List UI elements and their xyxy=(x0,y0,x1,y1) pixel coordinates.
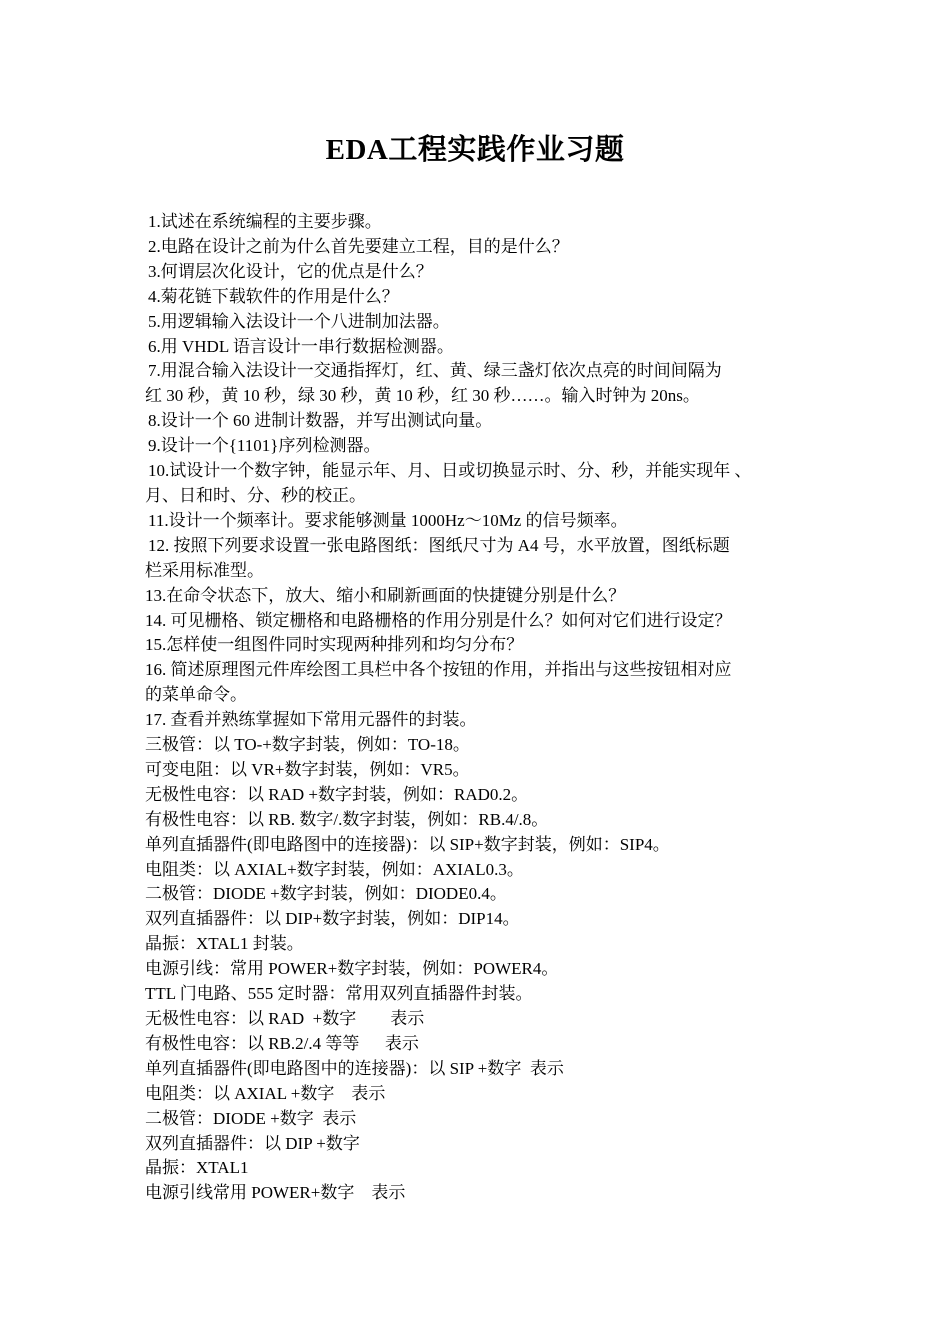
package-polar-capacitor: 有极性电容：以 RB. 数字/.数字封装，例如：RB.4/.8。 xyxy=(145,809,549,829)
question-7-line-1: 7.用混合输入法设计一交通指挥灯，红、黄、绿三盏灯依次点亮的时间间隔为 xyxy=(148,361,722,381)
question-4: 4.菊花链下载软件的作用是什么？ xyxy=(148,286,399,306)
question-10-line-2: 月、日和时、分、秒的校正。 xyxy=(145,485,366,505)
summary-sip: 单列直插器件(即电路图中的连接器)：以 SIP +数字 表示 xyxy=(145,1058,564,1078)
question-16-line-2: 的菜单命令。 xyxy=(145,685,247,705)
question-13: 13.在命令状态下，放大、缩小和刷新画面的快捷键分别是什么？ xyxy=(145,585,626,605)
package-dip: 双列直插器件：以 DIP+数字封装，例如：DIP14。 xyxy=(145,909,520,929)
question-10-line-1: 10.试设计一个数字钟，能显示年、月、日或切换显示时、分、秒，并能实现年 、 xyxy=(148,461,752,481)
package-power: 电源引线：常用 POWER+数字封装，例如：POWER4。 xyxy=(145,959,559,979)
question-12-line-2: 栏采用标准型。 xyxy=(145,560,264,580)
package-sip: 单列直插器件(即电路图中的连接器)：以 SIP+数字封装，例如：SIP4。 xyxy=(145,834,670,854)
summary-crystal: 晶振：XTAL1 xyxy=(145,1158,249,1178)
question-12-line-1: 12. 按照下列要求设置一张电路图纸：图纸尺寸为 A4 号，水平放置，图纸标题 xyxy=(148,535,730,555)
question-11: 11.设计一个频率计。要求能够测量 1000Hz～10Mz 的信号频率。 xyxy=(148,510,628,530)
document-title: EDA工程实践作业习题 xyxy=(325,134,625,166)
summary-diode: 二极管：DIODE +数字 表示 xyxy=(145,1108,357,1128)
question-6: 6.用 VHDL 语言设计一串行数据检测器。 xyxy=(148,336,454,356)
summary-nonpolar-capacitor: 无极性电容：以 RAD +数字 表示 xyxy=(145,1009,425,1028)
summary-power: 电源引线常用 POWER+数字 表示 xyxy=(145,1183,406,1203)
question-1: 1.试述在系统编程的主要步骤。 xyxy=(148,212,382,231)
document-body xyxy=(145,210,825,1206)
question-5: 5.用逻辑输入法设计一个八进制加法器。 xyxy=(148,311,450,331)
question-9: 9.设计一个{1101}序列检测器。 xyxy=(148,436,381,456)
question-2: 2.电路在设计之前为什么首先要建立工程，目的是什么？ xyxy=(148,236,569,256)
package-diode: 二极管：DIODE +数字封装，例如：DIODE0.4。 xyxy=(145,884,507,904)
package-transistor: 三极管：以 TO-+数字封装，例如：TO-18。 xyxy=(145,735,470,755)
package-ttl-555: TTL 门电路、555 定时器：常用双列直插器件封装。 xyxy=(145,984,533,1004)
package-crystal: 晶振：XTAL1 封装。 xyxy=(145,934,304,954)
package-variable-resistor: 可变电阻：以 VR+数字封装，例如：VR5。 xyxy=(145,759,470,779)
summary-dip: 双列直插器件：以 DIP +数字 xyxy=(145,1133,360,1153)
summary-resistor: 电阻类：以 AXIAL +数字 表示 xyxy=(145,1083,386,1103)
question-7-line-2: 红 30 秒，黄 10 秒，绿 30 秒，黄 10 秒，红 30 秒……。输入时钟为 20ns。 xyxy=(145,386,700,406)
question-15: 15.怎样使一组图件同时实现两种排列和均匀分布？ xyxy=(145,635,524,655)
package-resistor: 电阻类：以 AXIAL+数字封装，例如：AXIAL0.3。 xyxy=(145,859,524,879)
package-nonpolar-capacitor: 无极性电容：以 RAD +数字封装，例如：RAD0.2。 xyxy=(145,784,529,804)
question-3: 3.何谓层次化设计，它的优点是什么？ xyxy=(148,261,433,281)
question-14: 14. 可见栅格、锁定栅格和电路栅格的作用分别是什么？如何对它们进行设定？ xyxy=(145,610,732,630)
question-17: 17. 查看并熟练掌握如下常用元器件的封装。 xyxy=(145,710,477,730)
question-16-line-1: 16. 简述原理图元件库绘图工具栏中各个按钮的作用，并指出与这些按钮相对应 xyxy=(145,660,732,680)
summary-polar-capacitor: 有极性电容：以 RB.2/.4 等等 表示 xyxy=(145,1033,419,1053)
question-8: 8.设计一个 60 进制计数器，并写出测试向量。 xyxy=(148,411,493,431)
